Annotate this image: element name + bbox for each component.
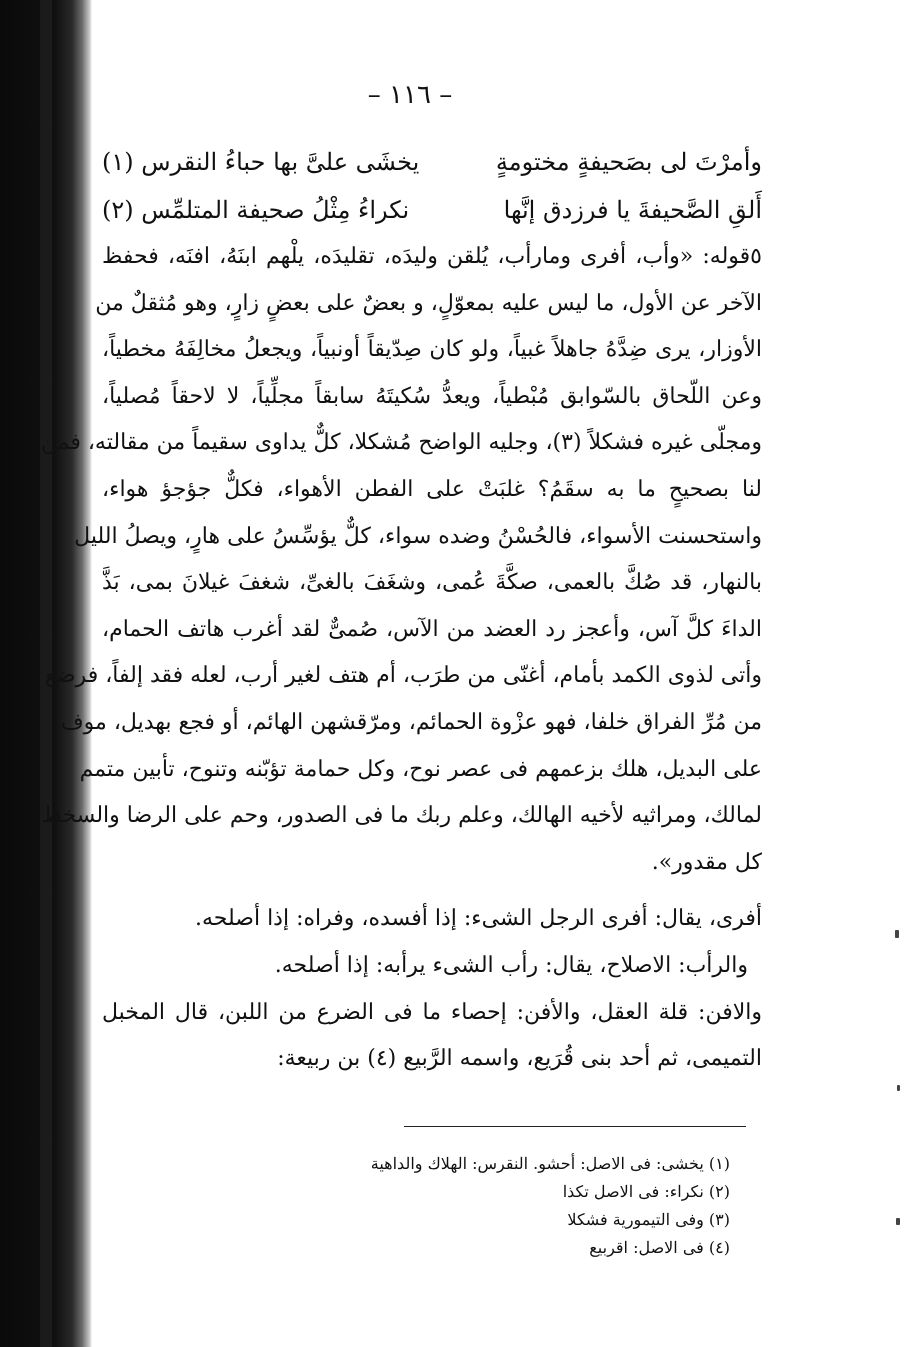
verse-line [102,138,762,186]
verse-second-hemistich: نكراءُ مِثْلُ صحيفة المتلمِّس (٢) [102,196,410,224]
verse-first-hemistich: وأمرْتَ لى بصَحيفةٍ مختومةٍ [495,148,762,176]
footnote: (٤) فى الاصل: اقربيع [589,1238,730,1257]
prose-line: على البديل، هلك بزعمهم فى عصر نوح، وكل حمامة تؤبّنه وتنوح، تأبين متمم [79,756,762,782]
footnote: (٣) وفى التيمورية فشكلا [567,1210,730,1229]
page-number: – ١١٦ – [367,80,453,110]
prose-line: كل مقدور». [651,849,762,875]
scan-speck [896,1218,900,1225]
prose-line: لمالك، ومراثيه لأخيه الهالك، وعلم ربك ما فى الصدور، وحم على الرضا والسخط [41,803,762,829]
gloss-line: أفرى، يقال: أفرى الرجل الشىء: إذا أفسده، وفراه: إذا أصلحه. [195,906,762,932]
gloss-line: والرأب: الاصلاح، يقال: رأب الشىء يرأبه: إذا أصلحه. [274,952,748,978]
prose-line: واستحسنت الأسواء، فالحُسْنُ وضده سواء، كلٌّ يؤسِّسُ على هارٍ، ويصلُ الليل [74,523,762,549]
footnotes [280,1150,730,1262]
main-text-block [40,138,762,1083]
prose-line: وعن اللّحاق بالسّوابق مُبْطياً، ويعدُّ سُكيتَهُ سابقاً مجلِّياً، لا لاحقاً مُصلياً، [102,383,762,409]
prose-line: لنا بصحيحٍ ما به سقَمُ؟ غلبَتْ على الفطن الأهواء، فكلٌّ جؤجؤ هواء، [102,476,762,502]
footnote: (٢) نكراء: فى الاصل تكذا [562,1182,730,1201]
prose-line: الآخر عن الأول، ما ليس عليه بمعوّلٍ، و بعضٌ على بعضٍ زارٍ، وهو مُثقلٌ من [95,290,762,316]
footnote: (١) يخشى: فى الاصل: أحشو. النقرس: الهلاك والداهية [370,1154,730,1173]
prose-paragraph [40,234,762,886]
prose-line: وأتى لذوى الكمد بأمام، أغنّى من طرَب، أم هتف لغير أرب، لعله فقد إلفاً، فرضع [45,663,762,689]
prose-line: بالنهار، قد صُكَّ بالعمى، صكَّةَ عُمى، وشغَفَ بالغىِّ، شغفَ غيلانَ بمى، بَذَّ [102,570,762,596]
gloss-line: والافن: قلة العقل، والأفن: إحصاء ما فى الضرع من اللبن، قال المخبل [102,999,762,1025]
prose-line: من مُرِّ الفراق خلفا، فهو عزْوة الحمائم، ومرّقشهن الهائم، أو فجع بهديل، موف [60,709,762,735]
verse-second-hemistich: يخشَى علىَّ بها حباءُ النقرس (١) [102,148,420,176]
verse-first-hemistich: أَلقِ الصَّحيفةَ يا فرزدق إنَّها [503,196,762,224]
prose-line: ومجلّى غيره فشكلاً (٣)، وجليه الواضح مُشكلا، كلٌّ يداوى سقيماً من مقالته، فمن [40,430,762,456]
prose-line: ٥قوله: «وأب، أفرى ومارأب، يُلقن وليدَه، تقليدَه، يلْهم ابنَهُ، افنَه، فحفظ [102,244,762,269]
verse-line [102,186,762,234]
gloss-line: التميمى، ثم أحد بنى قُرَيع، واسمه الرَّبيع (٤) بن ربيعة: [277,1046,762,1072]
prose-line: الداءَ كلَّ آس، وأعجز رد العضد من الآس، صُمىٌّ لقد أغرب هاتف الحمام، [102,616,762,642]
footnote-separator [404,1126,746,1127]
gloss-paragraph [102,896,762,1082]
prose-line: الأوزار، يرى ضِدَّهُ جاهلاً غبياً، ولو كان صِدّيقاً أونبياً، ويجعلُ مخالِفَهُ مخطياً، [102,337,762,363]
scan-speck [895,930,899,938]
scan-speck [897,1085,900,1091]
